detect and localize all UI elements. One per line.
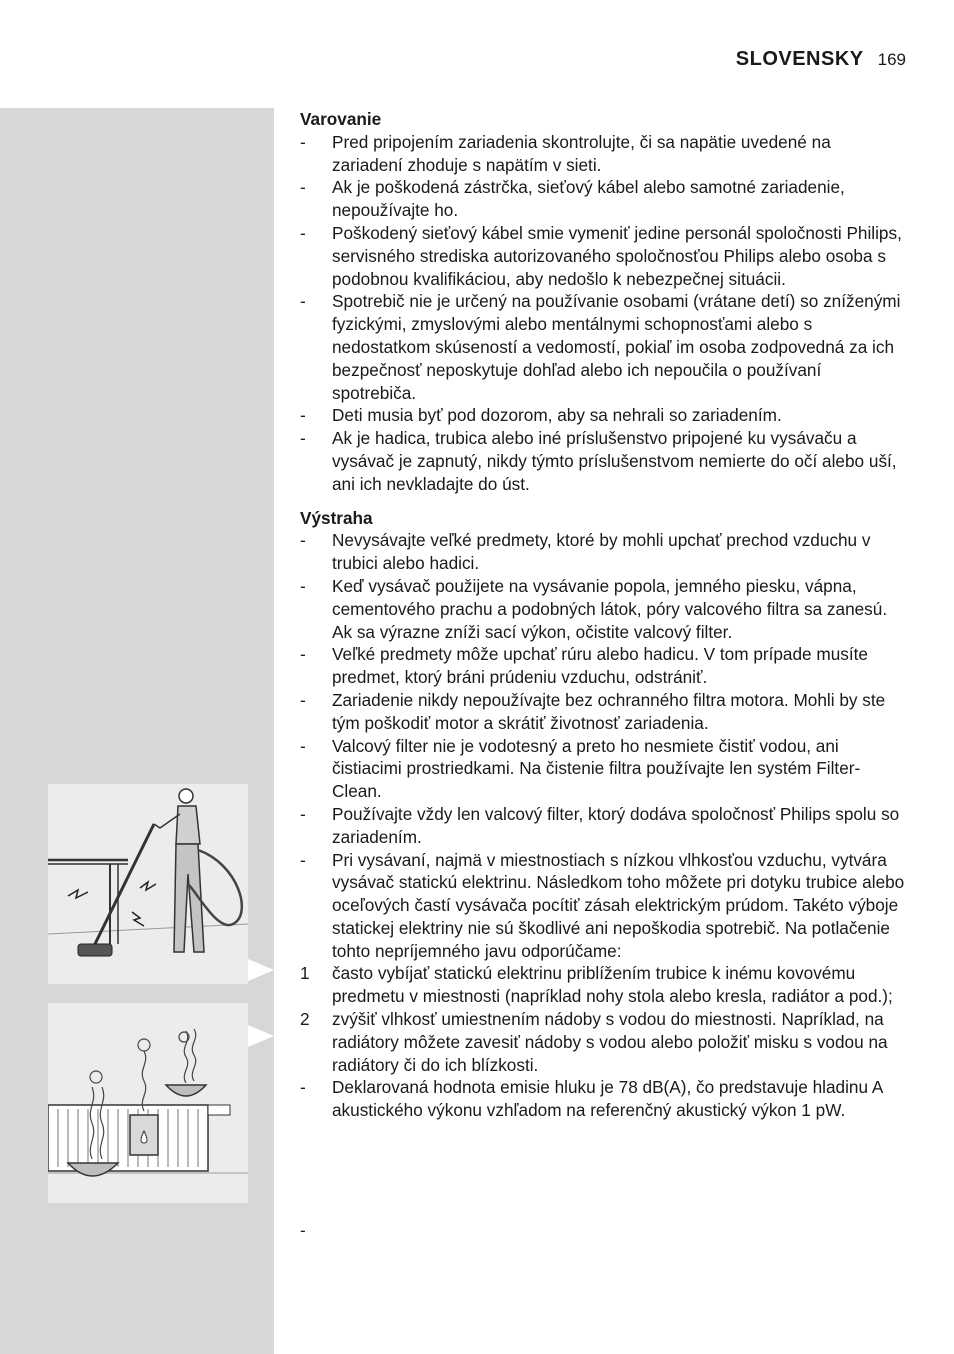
list-marker: - — [300, 177, 306, 198]
list-marker: - — [300, 530, 306, 551]
list-marker: - — [300, 803, 306, 824]
page-header — [736, 48, 906, 71]
list-item-text: často vybíjať statickú elektrinu priblížením trubice k inému kovovému predmetu v miestnosti (napríklad nohy stola alebo kresla, radiátor a pod.); — [332, 963, 893, 1007]
section-title-warning: Varovanie — [300, 109, 382, 129]
list-item-text: Poškodený sieťový kábel smie vymeniť jedine personál spoločnosti Philips, servisného strediska autorizovaného spoločnosťou Philips alebo osoba s podobnou kvalifikáciou, aby nedošlo k nebezpečnej situácii. — [332, 222, 902, 289]
list-item-text: Pri vysávaní, najmä v miestnostiach s nízkou vlhkosťou vzduchu, vytvára vysávač statickú elektrinu. Následkom toho môžete pri dotyku trubice alebo oceľových častí vysávača pocítiť zásah elektrickým prúdom. Takéto výboje statickej elektriny nie sú škodlivé ani nepoškodia spotrebič. Na potlačenie tohto nepríjemného javu odporúčame: — [332, 849, 905, 961]
list-item-text: Pred pripojením zariadenia skontrolujte, či sa napätie uvedené na zariadení zhoduje s napätím v sieti. — [332, 131, 831, 175]
list-item-text: Ak je poškodená zástrčka, sieťový kábel alebo samotné zariadenie, nepoužívajte ho. — [332, 177, 845, 221]
list-marker: 2 — [300, 1009, 310, 1030]
list-item-text: Zariadenie nikdy nepoužívajte bez ochranného filtra motora. Mohli by ste tým poškodiť motor a skrátiť životnosť zariadenia. — [332, 689, 886, 733]
list-item-text: Nevysávajte veľké predmety, ktoré by mohli upchať prechod vzduchu v trubici alebo hadici. — [332, 530, 871, 574]
list-marker: - — [300, 849, 306, 870]
list-item-text: Deti musia byť pod dozorom, aby sa nehrali so zariadením. — [332, 405, 782, 426]
list-item — [300, 131, 906, 177]
list-item — [300, 404, 906, 427]
list-item — [300, 575, 906, 643]
list-marker: - — [300, 735, 306, 756]
list-item — [300, 962, 906, 1008]
list-item-text: Keď vysávač použijete na vysávanie popola, jemného piesku, vápna, cementového prachu a podobných látok, póry valcového filtra sa zanesú. Ak sa výrazne zníži sací výkon, očistite valcový filter. — [332, 575, 888, 642]
list-marker: - — [300, 405, 306, 426]
language-heading: SLOVENSKY — [735, 48, 864, 70]
main-content — [300, 108, 906, 1122]
list-item-text: Valcový filter nie je vodotesný a preto ho nesmiete čistiť vodou, ani čistiacimi prostriedkami. Na čistenie filtra používajte len systém Filter-Clean. — [332, 735, 861, 802]
list-item — [300, 689, 906, 735]
illustration-pointer — [248, 959, 274, 981]
list-item — [300, 803, 906, 849]
illustration-pointer — [248, 1025, 274, 1047]
list-marker: - — [300, 428, 306, 449]
list-item-text: Používajte vždy len valcový filter, ktorý dodáva spoločnosť Philips spolu so zariadením. — [332, 803, 900, 847]
list-marker: - — [300, 644, 306, 665]
list-marker: - — [300, 1077, 306, 1098]
list-item — [300, 290, 906, 404]
list-item-text: Deklarovaná hodnota emisie hluku je 78 dB(A), čo predstavuje hladinu A akustického výkonu vzhľadom na referenčný akustický výkon 1 pW. — [332, 1077, 883, 1121]
list-item-text: Veľké predmety môže upchať rúru alebo hadicu. V tom prípade musíte predmet, ktorý bráni prúdeniu vzduchu, odstrániť. — [332, 644, 868, 688]
page-number: 169 — [877, 50, 906, 69]
list-item — [300, 849, 906, 963]
list-item — [300, 176, 906, 222]
list-item — [300, 643, 906, 689]
radiator-humidity-illustration — [48, 1003, 248, 1203]
list-marker: - — [300, 291, 306, 312]
trailing-marker: - — [300, 1221, 306, 1240]
list-marker: 1 — [300, 963, 310, 984]
list-marker: - — [300, 689, 306, 710]
list-item — [300, 222, 906, 290]
list-marker: - — [300, 222, 306, 243]
list-item — [300, 735, 906, 803]
list-item — [300, 1076, 906, 1122]
list-marker: - — [300, 575, 306, 596]
list-item — [300, 529, 906, 575]
list-item-text: zvýšiť vlhkosť umiestnením nádoby s vodou do miestnosti. Napríklad, na radiátory môžete zavesiť nádoby s vodou alebo položiť misku s vodou na radiátory či do ich blízkosti. — [332, 1009, 888, 1075]
list-marker: - — [300, 131, 306, 152]
static-electricity-illustration — [48, 784, 248, 984]
section-title-caution: Výstraha — [300, 507, 373, 528]
caution-list — [300, 529, 906, 1122]
list-item — [300, 1008, 906, 1076]
list-item-text: Ak je hadica, trubica alebo iné príslušenstvo pripojené ku vysávaču a vysávač je zapnutý, nikdy týmto príslušenstvom nemierte do očí alebo uší, ani ich nevkladajte do úst. — [332, 428, 897, 494]
warning-list — [300, 131, 906, 496]
list-item-text: Spotrebič nie je určený na používanie osobami (vrátane detí) so zníženými fyzickými, zmyslovými alebo mentálnymi schopnosťami alebo s nedostatkom skúseností a vedomostí, pokiaľ im osoba zodpovedná za ich bezpečnosť neposkytuje dohľad alebo ich nepoučila o používaní spotrebiča. — [332, 291, 901, 403]
list-item — [300, 427, 906, 495]
